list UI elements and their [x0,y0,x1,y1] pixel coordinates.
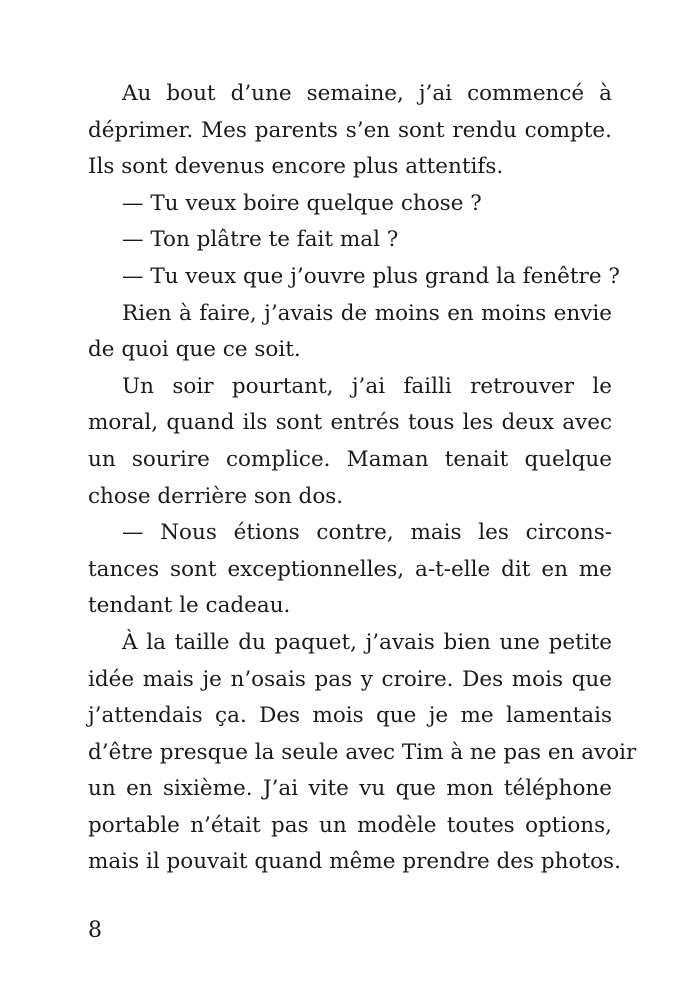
text-line: tendant le cadeau. [88,593,291,619]
text-line: déprimer. Mes parents s’en sont rendu compte. [88,117,612,143]
text-line: un sourire complice. Maman tenait quelque [88,446,612,472]
text-line: un en sixième. J’ai vite vu que mon téléphone [88,776,612,802]
text-line: moral, quand ils sont entrés tous les deux avec [88,410,612,436]
text-line: de quoi que ce soit. [88,337,301,363]
text-line: j’attendais ça. Des mois que je me lamentais [88,703,612,729]
text-line: tances sont exceptionnelles, a-t-elle dit en me [88,556,612,582]
text-line: d’être presque la seule avec Tim à ne pas en avoir [88,739,637,765]
page-body [88,76,637,881]
dialogue-line: — Nous étions contre, mais les circons- [122,520,612,546]
text-line: idée mais je n’osais pas y croire. Des mois que [88,666,612,692]
text-line: Un soir pourtant, j’ai failli retrouver le [122,373,612,399]
text-line: mais il pouvait quand même prendre des photos. [88,849,621,875]
text-line: À la taille du paquet, j’avais bien une petite [122,629,612,655]
dialogue-line: — Tu veux que j’ouvre plus grand la fenêtre ? [122,263,620,289]
text-line: chose derrière son dos. [88,483,344,509]
text-line: Rien à faire, j’avais de moins en moins envie [122,300,612,326]
text-line: Au bout d’une semaine, j’ai commencé à [122,81,612,106]
dialogue-line: — Tu veux boire quelque chose ? [122,190,482,216]
page-number: 8 [88,918,102,943]
text-line: Ils sont devenus encore plus attentifs. [88,154,504,180]
text-line: portable n’était pas un modèle toutes options, [88,812,612,838]
dialogue-line: — Ton plâtre te fait mal ? [122,227,399,253]
